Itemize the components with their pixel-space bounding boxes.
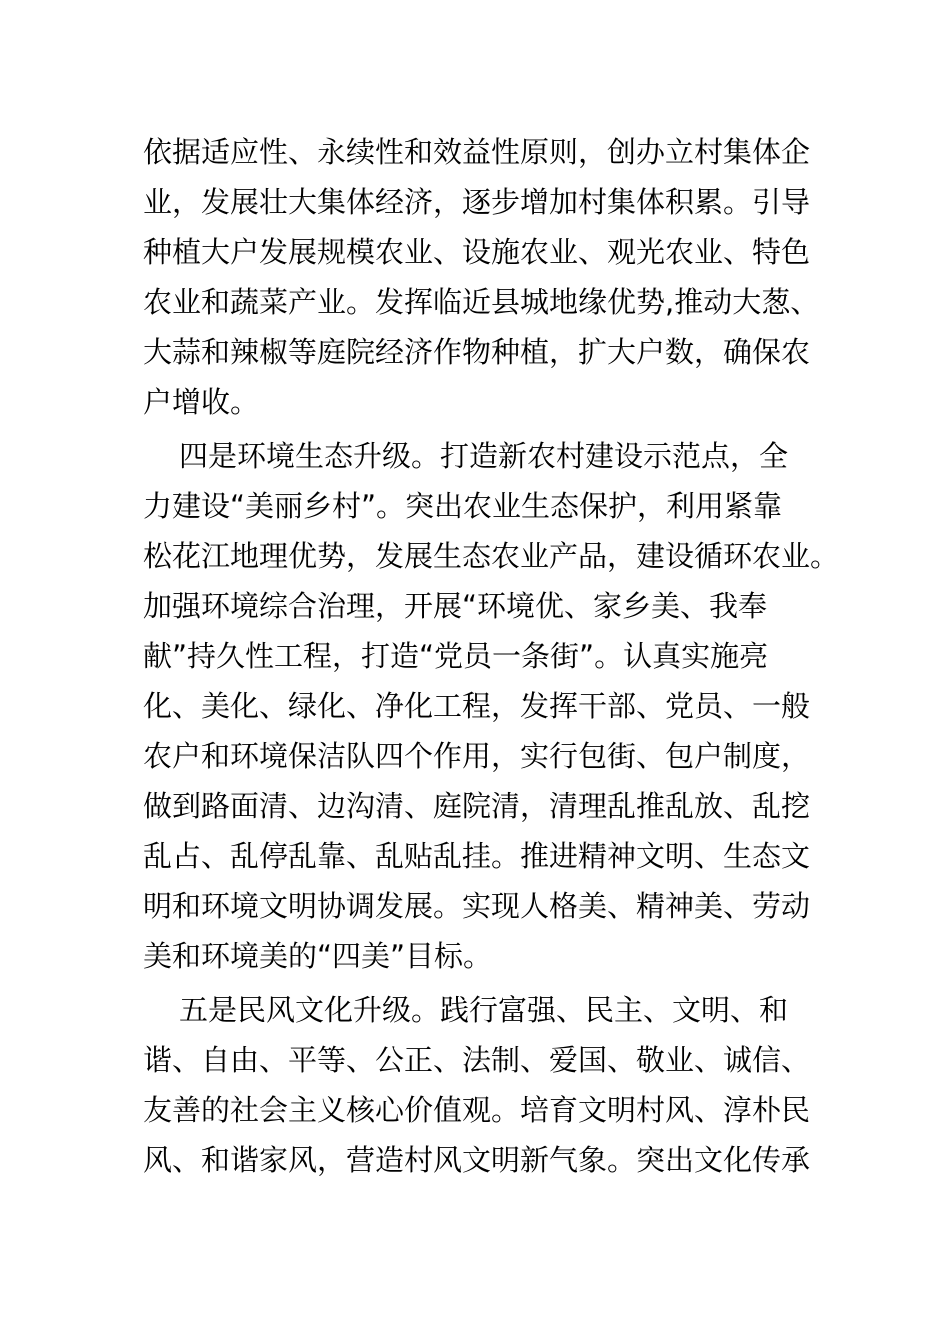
text-line: 做到路面清、边沟清、庭院清，清理乱推乱放、乱挖 — [143, 789, 811, 823]
text-line: 明和环境文明协调发展。实现人格美、精神美、劳动 — [143, 889, 811, 923]
text-line: 松花江地理优势，发展生态农业产品，建设循环农业。 — [143, 539, 840, 573]
text-line: 力建设“美丽乡村”。突出农业生态保护，利用紧靠 — [143, 489, 783, 523]
text-line: 乱占、乱停乱靠、乱贴乱挂。推进精神文明、生态文 — [143, 839, 811, 873]
text-line: 美和环境美的“四美”目标。 — [143, 939, 493, 973]
text-line: 友善的社会主义核心价值观。培育文明村风、淳朴民 — [143, 1093, 811, 1127]
paragraph-1 — [143, 127, 833, 427]
text-line: 化、美化、绿化、净化工程，发挥干部、党员、一般 — [143, 689, 811, 723]
text-line: 加强环境综合治理，开展“环境优、家乡美、我奉 — [143, 589, 768, 623]
text-line: 业，发展壮大集体经济，逐步增加村集体积累。引导 — [143, 185, 811, 219]
document-body — [143, 127, 840, 1185]
text-line: 大蒜和辣椒等庭院经济作物种植，扩大户数，确保农 — [143, 335, 811, 369]
text-line: 种植大户发展规模农业、设施农业、观光农业、特色 — [143, 235, 811, 269]
text-line: 风、和谐家风，营造村风文明新气象。突出文化传承 — [143, 1143, 811, 1177]
text-line: 依据适应性、永续性和效益性原则，创办立村集体企 — [143, 135, 811, 169]
text-line: 献”持久性工程，打造“党员一条街”。认真实施亮 — [143, 639, 769, 673]
text-line: 户增收。 — [143, 385, 260, 419]
text-line: 五是民风文化升级。践行富强、民主、文明、和 — [179, 993, 789, 1027]
paragraph-2 — [143, 431, 840, 981]
text-line: 谐、自由、平等、公正、法制、爱国、敬业、诚信、 — [143, 1043, 811, 1077]
text-line: 农户和环境保洁队四个作用，实行包街、包户制度， — [143, 739, 811, 773]
text-line: 农业和蔬菜产业。发挥临近县城地缘优势,推动大葱、 — [143, 285, 820, 319]
paragraph-3 — [143, 985, 833, 1185]
text-line: 四是环境生态升级。打造新农村建设示范点，全 — [179, 439, 789, 473]
